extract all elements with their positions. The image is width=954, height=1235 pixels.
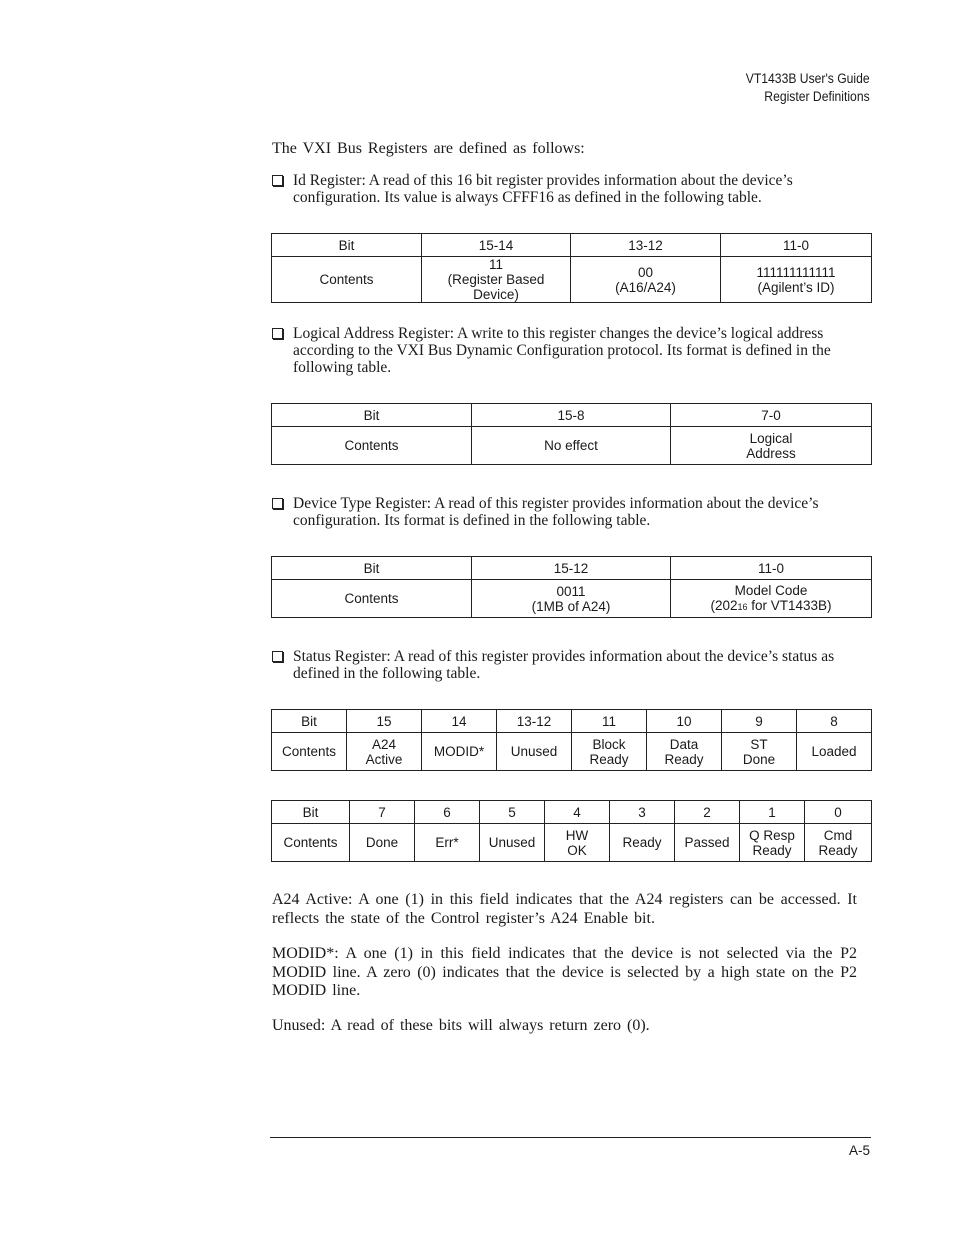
checkbox-bullet-icon [272,498,283,509]
table-cell: Model Code (20216 for VT1433B) [671,580,872,618]
table-header-cell: 15-8 [472,404,671,427]
table-header-cell: 11-0 [721,234,872,257]
table-header-cell: Bit [272,710,347,733]
device-type-table [271,556,872,618]
table-cell: Unused [497,733,572,771]
table-header-cell: 15-12 [472,557,671,580]
table-cell: Passed [675,824,740,862]
table-header-cell: 0 [805,801,872,824]
table-header-cell: 7-0 [671,404,872,427]
table-cell: Logical Address [671,427,872,465]
table-header-cell: Bit [272,557,472,580]
table-cell: MODID* [422,733,497,771]
row-label: Contents [272,427,472,465]
table-header-cell: 15-14 [422,234,571,257]
table-header-cell: 1 [740,801,805,824]
table-cell: 11 (Register Based Device) [422,257,571,303]
row-label: Contents [272,733,347,771]
table-cell: 0011 (1MB of A24) [472,580,671,618]
logical-address-table [271,403,872,465]
table-cell: Data Ready [647,733,722,771]
table-header-cell: 8 [797,710,872,733]
row-label: Contents [272,824,350,862]
table-cell: Unused [480,824,545,862]
device-type-bullet [272,495,872,529]
table-header-cell: 14 [422,710,497,733]
row-label: Contents [272,580,472,618]
logical-address-text: Logical Address Register: A write to this register changes the device’s logical address according to the VXI Bus Dynamic Configuration protocol. Its format is defined in the following table. [293,325,831,376]
status-table-high [271,709,872,771]
device-type-text: Device Type Register: A read of this register provides information about the device’s configuration. Its format is defined in the following table. [293,495,819,529]
table-cell: Block Ready [572,733,647,771]
running-header [746,70,870,106]
table-cell: Err* [415,824,480,862]
table-header-cell: Bit [272,801,350,824]
id-register-table [271,233,872,303]
table-cell: Q Resp Ready [740,824,805,862]
status-table-low [271,800,872,862]
intro-text: The VXI Bus Registers are defined as follows: [272,140,585,157]
table-cell: A24 Active [347,733,422,771]
table-cell: Cmd Ready [805,824,872,862]
table-header-cell: 13-12 [571,234,721,257]
page-number: A-5 [848,1143,870,1158]
logical-address-bullet [272,325,872,376]
table-header-cell: 15 [347,710,422,733]
header-title: VT1433B User's Guide [746,71,870,86]
table-header-cell: 7 [350,801,415,824]
id-register-text: Id Register: A read of this 16 bit register provides information about the device’s configuration. Its value is always CFFF16 as defined in the following table. [293,172,793,206]
table-cell: ST Done [722,733,797,771]
table-header-cell: 4 [545,801,610,824]
table-header-cell: 6 [415,801,480,824]
table-header-cell: 3 [610,801,675,824]
unused-paragraph: Unused: A read of these bits will always return zero (0). [272,1017,650,1034]
table-cell: 111111111111 (Agilent’s ID) [721,257,872,303]
header-subtitle: Register Definitions [764,89,870,104]
checkbox-bullet-icon [272,651,283,662]
table-header-cell: Bit [272,234,422,257]
status-register-text: Status Register: A read of this register provides information about the device’s status as defined in the following table. [293,648,835,682]
table-header-cell: 5 [480,801,545,824]
table-cell: 00 (A16/A24) [571,257,721,303]
table-cell: No effect [472,427,671,465]
table-header-cell: 13-12 [497,710,572,733]
status-register-bullet [272,648,872,682]
row-label: Contents [272,257,422,303]
table-cell: Ready [610,824,675,862]
table-header-cell: 9 [722,710,797,733]
table-cell: Done [350,824,415,862]
checkbox-bullet-icon [272,328,283,339]
table-cell: HW OK [545,824,610,862]
table-header-cell: 2 [675,801,740,824]
table-header-cell: 11 [572,710,647,733]
table-cell: Loaded [797,733,872,771]
table-header-cell: 10 [647,710,722,733]
id-register-bullet [272,172,872,206]
checkbox-bullet-icon [272,175,283,186]
table-header-cell: Bit [272,404,472,427]
modid-paragraph: MODID*: A one (1) in this field indicates that the device is not selected via the P2 MODID line. A zero (0) indicates that the device is selected by a high state on the P2 MODID line. [272,945,857,999]
a24-active-paragraph: A24 Active: A one (1) in this field indicates that the A24 registers can be accessed. It reflects the state of the Control register’s A24 Enable bit. [272,891,857,927]
footer-rule [270,1137,871,1138]
table-header-cell: 11-0 [671,557,872,580]
